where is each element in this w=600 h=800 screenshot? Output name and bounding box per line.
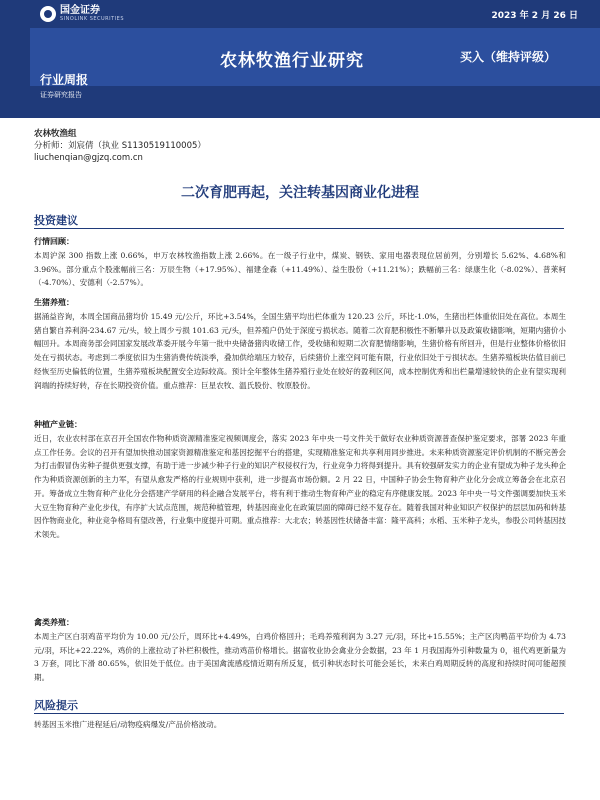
seed-paragraph: 近日，农业农村部在京召开全国农作物种质资源精准鉴定视频调度会，落实 2023 年中央一号文件关于做好农业种质资源普查保护鉴定要求，部署 2023 年重点工作任务。会议的召开有望加快推动国家资源精准鉴定和基因挖掘平台的搭建，实现精准鉴定和共享利用同步推进。未来种质资源鉴定评价机制的不断完善会为打击假冒伪劣种子提供更强支撑，有助于进一步减少种子行业的知识产权侵权行为，行业竞争力将得到提升。具有较强研发实力的企业有望成为种子龙头种企作为种质资源创新的主力军，有望从愈发严格的行业规则中获利，进一步提高市场份额。2 月 22 日，中国种子协会生物育种产业化分会成立筹备会在北京召开。筹备成立生物育种产业化分会搭建产学研用的科企融合发展平台，将有利于推动生物育种产业的稳定有序健康发展。2023 年中央一号文件强调要加快玉米大豆生物育种产业化步伐，有序扩大试点范围，规范种植管理，转基因商业化在政策层面的障碍已经不复存在。随着我国对种业知识产权保护的层层加码和转基因作物商业化，种业竞争格局有望改善，行业集中度提升可期。重点推荐：大北农；转基因性状储备丰富：隆平高科；水稻、玉米种子龙头，参股公司转基因技术领先。 [34,434,566,539]
logo-emblem-icon [40,6,56,22]
market-paragraph: 本周沪深 300 指数上涨 0.66%，申万农林牧渔指数上涨 2.66%。在一级子行业中，煤炭、钢铁、家用电器表现位居前列，分别增长 5.62%、4.68%和 3.96%。部分重点个股涨幅前三名：万辰生物（+17.95%）、福建金森（+11.49%）、益生股份（+11.21%）；跌幅前三名：绿康生化（-8.02%）、普莱柯（-4.70%）、安德利（-2.57%）。 [34,251,566,288]
analyst-email[interactable]: liuchenqian@gjzq.com.cn [34,153,143,163]
sub-bar [30,86,600,118]
risk-rule [34,713,564,714]
risk-heading: 风险提示 [34,699,78,712]
report-subtype: 证券研究报告 [40,91,82,99]
logo-text: 国金证券 [60,5,100,16]
pig-paragraph: 据涌益咨询，本周全国商品猪均价 15.49 元/公斤，环比+3.54%，全国生猪平均出栏体重为 120.23 公斤，环比-1.0%，生猪出栏体重依旧处在高位。本周生猪自繁自养利润-234.67 元/头，较上周少亏损 101.63 元/头，但养殖户仍处于深度亏损状态。随着二次育肥积极性不断攀升以及政策收储影响，短期内猪价小幅回升。本周商务部会同国家发展改革委开展今年第一批中央储备猪肉收储工作，受收储和短期二次育肥情绪影响，生猪价格有所回升，但是行业整体价格依旧处在亏损状态。考虑到二季度依旧为生猪消费传统淡季，叠加供给端压力较存，后续猪价上涨空间可能有限，行业依旧处于亏损状态。生猪养殖板块估值目前已经恢至历史偏低的位置，生猪养殖板块配置安全边际较高。预计全年整体生猪养殖行业处在较好的盈利区间，成本控制优秀和出栏量增速较快的企业有望实现利润端的持续好转，存在长期投资价值。重点推荐：巨星农牧、温氏股份、牧原股份。 [34,312,566,390]
invest-heading: 投资建议 [34,214,78,227]
header-left-band [0,28,30,118]
poultry-paragraph: 本周主产区白羽鸡苗平均价为 10.00 元/公斤，周环比+4.49%，白鸡价格回升；毛鸡养殖利润为 3.27 元/羽，环比+15.55%；主产区肉鸭苗平均价为 4.73 元/羽，环比+22.22%，鸡价的上涨拉动了补栏积极性，推动鸡苗价格增长。据富牧业协会禽业分会数据，23 年 1 月我国海外引种数量为 0，祖代鸡更新量为 3 万套，同比下滑 80.65%，依旧处于低位。由于美国禽流感疫情近期有所反复，低引种状态时长可能会延长，未来白鸡周期反转的高度和持续时间可能超预期。 [34,632,566,683]
pig-heading: 生猪养殖： [34,298,74,307]
company-logo [40,5,124,22]
analyst-name: 分析师：刘宸倩（执业 S1130519110005） [34,141,206,151]
main-title: 二次育肥再起，关注转基因商业化进程 [181,185,419,201]
risk-paragraph: 转基因玉米推广进程延后/动物疫病爆发/产品价格波动。 [34,720,222,729]
invest-rule [34,228,564,229]
report-date: 2023 年 2 月 26 日 [491,11,578,21]
rating-label: 买入（维持评级） [460,50,557,64]
logo-subtext: SINOLINK SECURITIES [60,16,124,22]
market-heading: 行情回顾： [34,237,74,246]
report-type: 行业周报 [40,73,89,87]
seed-heading: 种植产业链： [34,420,82,429]
report-title: 农林牧渔行业研究 [220,51,364,71]
analyst-block [34,128,206,164]
report-header [0,0,600,118]
poultry-heading: 禽类养殖： [34,618,74,627]
analyst-group: 农林牧渔组 [34,129,77,139]
